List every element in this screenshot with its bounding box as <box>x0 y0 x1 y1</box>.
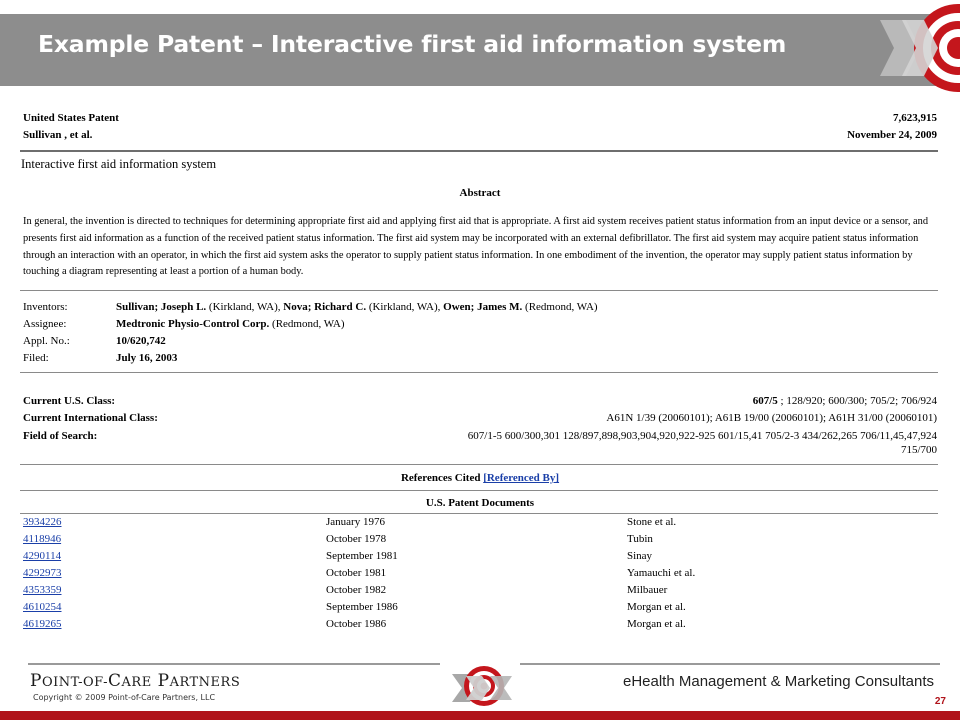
reference-inventor: Sinay <box>627 550 653 562</box>
target-arrow-logo-icon <box>880 0 960 96</box>
reference-number-link[interactable]: 4292973 <box>23 567 62 579</box>
inventor-location: (Redmond, WA) <box>522 301 598 313</box>
inventor-name: Sullivan; Joseph L. <box>116 301 207 313</box>
reference-inventor: Stone et al. <box>627 516 677 528</box>
reference-inventor: Tubin <box>627 533 653 545</box>
divider <box>20 150 938 152</box>
intl-class-value: A61N 1/39 (20060101); A61B 19/00 (20060101); A61H 31/00 (20060101) <box>606 412 937 424</box>
assignee-name: Medtronic Physio-Control Corp. <box>116 318 270 330</box>
copyright-text: Copyright © 2009 Point-of-Care Partners, LLC <box>33 693 216 702</box>
reference-date: October 1982 <box>326 584 387 596</box>
inventor-name: Nova; Richard C. <box>283 301 367 313</box>
company-letter: P <box>157 671 170 691</box>
patent-number: 7,623,915 <box>893 112 937 124</box>
us-class-rest: ; 128/920; 600/300; 705/2; 706/924 <box>777 395 937 407</box>
slide-footer <box>0 660 960 720</box>
reference-number-link[interactable]: 3934226 <box>23 516 62 528</box>
reference-date: October 1978 <box>326 533 387 545</box>
reference-inventor: Morgan et al. <box>627 618 686 630</box>
appl-no-value: 10/620,742 <box>116 335 166 347</box>
abstract-text: In general, the invention is directed to techniques for determining appropriate first aid and applying first aid that is appropriate. A first aid system receives patient status information from an input device or a sensor, and presents first aid information as a function of the received patient status information. The first aid system may be incorporated with an external defibrillator. The first aid system may acquire patient status information through an interaction with an operator, in which the first aid system asks the operator to supply patient status information. In one embodiment of the invention, the operator may supply patient status information by touching a diagram representing at least a portion of a human body. <box>23 216 929 278</box>
assignee-location: (Redmond, WA) <box>269 318 345 330</box>
footer-divider <box>520 663 940 665</box>
filed-value: July 16, 2003 <box>116 352 178 364</box>
intl-class-label: Current International Class: <box>23 412 158 424</box>
references-cited-label: References Cited <box>400 472 481 484</box>
reference-number-link[interactable]: 4290114 <box>23 550 62 562</box>
patent-date: November 24, 2009 <box>847 129 937 141</box>
inventor-location: (Kirkland, WA), <box>366 301 444 313</box>
field-of-search-label: Field of Search: <box>23 430 98 442</box>
footer-red-bar <box>0 711 960 720</box>
reference-number-link[interactable]: 4610254 <box>23 601 62 613</box>
us-class-main: 607/5 <box>752 395 778 407</box>
company-letters: ARE <box>121 675 152 690</box>
filed-label: Filed: <box>23 352 49 364</box>
patent-document <box>0 96 960 656</box>
company-letter: C <box>108 671 122 691</box>
reference-number-link[interactable]: 4118946 <box>23 533 62 545</box>
patent-inventor-short: Sullivan , et al. <box>23 129 93 141</box>
company-logo-text <box>30 671 240 691</box>
abstract-heading: Abstract <box>459 187 501 199</box>
reference-date: September 1981 <box>326 550 398 562</box>
page-number: 27 <box>934 696 946 707</box>
reference-date: January 1976 <box>326 516 385 528</box>
company-letter: P <box>30 671 42 691</box>
assignee-label: Assignee: <box>23 318 67 330</box>
slide-title: Example Patent – Interactive first aid information system <box>38 30 787 58</box>
field-of-search-line2: 715/700 <box>900 444 937 456</box>
references-heading <box>0 472 960 485</box>
footer-divider <box>28 663 440 665</box>
company-tagline: eHealth Management & Marketing Consultants <box>622 673 934 690</box>
divider <box>20 464 938 465</box>
us-class-label: Current U.S. Class: <box>23 395 116 407</box>
reference-date: October 1986 <box>326 618 387 630</box>
reference-date: September 1986 <box>326 601 398 613</box>
field-of-search-line1: 607/1-5 600/300,301 128/897,898,903,904,920,922-925 601/15,41 705/2-3 434/262,265 706/11,45,47,924 <box>467 430 937 442</box>
reference-inventor: Yamauchi et al. <box>627 567 696 579</box>
reference-date: October 1981 <box>326 567 387 579</box>
inventor-location: (Kirkland, WA), <box>206 301 284 313</box>
reference-inventor: Milbauer <box>627 584 668 596</box>
assignee-value <box>116 318 345 331</box>
patent-office-label: United States Patent <box>23 112 119 124</box>
patent-title: Interactive first aid information system <box>21 157 217 171</box>
us-patent-documents-heading: U.S. Patent Documents <box>425 497 535 509</box>
referenced-by-link[interactable]: [Referenced By] <box>483 472 560 484</box>
inventors-value <box>116 301 598 314</box>
company-letters: -OF- <box>78 675 109 690</box>
inventors-label: Inventors: <box>23 301 68 313</box>
reference-inventor: Morgan et al. <box>627 601 686 613</box>
company-letters: OINT <box>41 675 79 690</box>
reference-number-link[interactable]: 4619265 <box>23 618 62 630</box>
divider <box>20 513 938 514</box>
reference-number-link[interactable]: 4353359 <box>23 584 62 596</box>
divider <box>20 372 938 373</box>
company-letters: ARTNERS <box>169 675 241 690</box>
target-arrow-logo-icon <box>446 660 518 711</box>
appl-no-label: Appl. No.: <box>23 335 70 347</box>
inventor-name: Owen; James M. <box>443 301 523 313</box>
us-class-value <box>753 395 937 408</box>
divider <box>20 290 938 291</box>
divider <box>20 490 938 491</box>
